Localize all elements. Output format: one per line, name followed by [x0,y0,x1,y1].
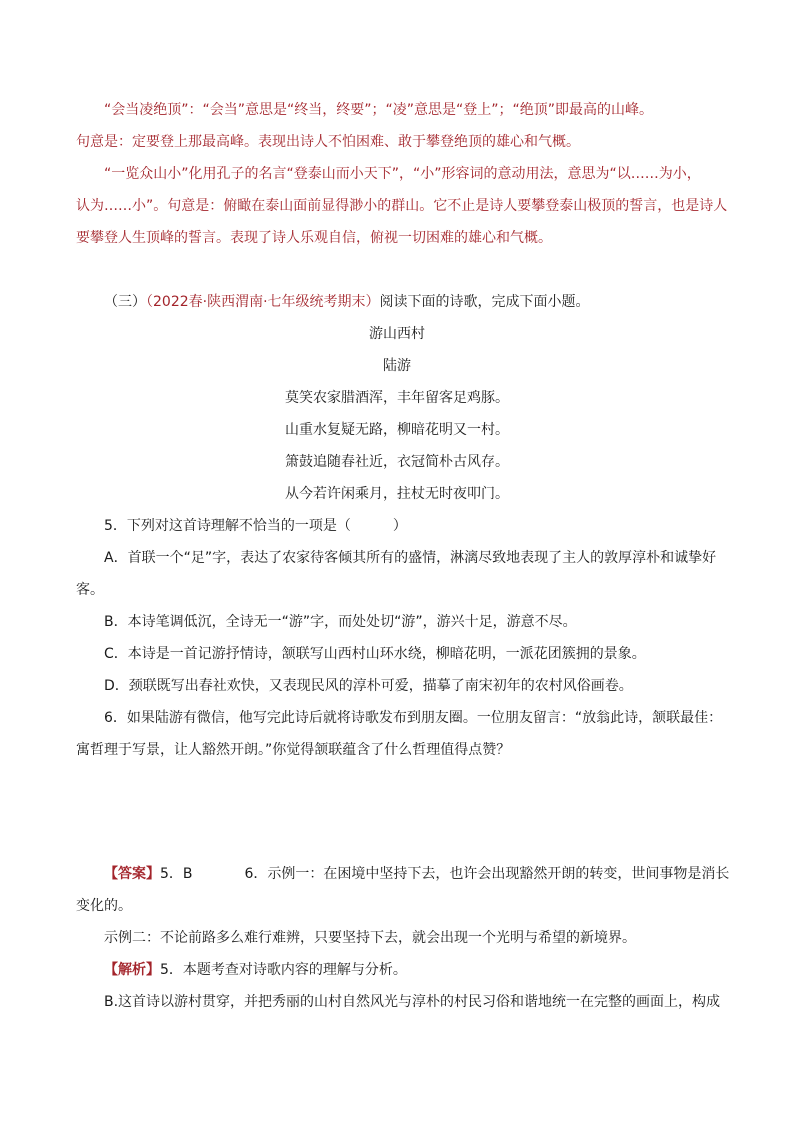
answer-example-2: 示例二：不论前路多么难行难辨，只要坚持下去，就会出现一个光明与希望的新境界。 [104,930,636,946]
question-stem: 5．下列对这首诗理解不恰当的一项是（ ） [104,518,407,534]
text-line: “一览众山小”化用孔子的名言“登泰山而小天下”，“小”形容词的意动用法，意思为“以……为小， [104,166,701,182]
answer-tag: 【答案】 [104,866,160,882]
section-number: （三） [104,294,146,310]
analysis-tag: 【解析】 [104,962,160,978]
answer-6-continued: 变化的。 [76,898,132,914]
question-5 [76,510,720,702]
section-heading [76,286,720,318]
option-c: C．本诗是一首记游抒情诗，颔联写山西村山环水绕，柳暗花明，一派花团簇拥的景象。 [104,646,646,662]
poem-line: 山重水复疑无路，柳暗花明又一村。 [285,422,509,438]
poem-title: 游山西村 [369,326,425,342]
question-stem-continued: 寓哲理于写景，让人豁然开朗。”你觉得颔联蕴含了什么哲理值得点赞？ [76,742,511,758]
poem-line: 从今若许闲乘月，拄杖无时夜叩门。 [285,486,509,502]
analysis-b: B.这首诗以游村贯穿，并把秀丽的山村自然风光与淳朴的村民习俗和谐地统一在完整的画面上，构成 [104,994,721,1010]
answer-5: 5．B [160,866,193,882]
option-b: B．本诗笔调低沉，全诗无一“游”字，而处处切“游”，游兴十足，游意不尽。 [104,614,577,630]
source-note: （2022春·陕西渭南·七年级统考期末） [146,294,380,310]
question-stem: 6．如果陆游有微信，他写完此诗后就将诗歌发布到朋友圈。一位朋友留言：“放翁此诗，颔联最佳： [104,710,723,726]
text-line: 认为……小”。句意是：俯瞰在泰山面前显得渺小的群山。它不止是诗人要攀登泰山极顶的誓言，也是诗人 [76,198,728,214]
text-line: 要攀登人生顶峰的誓言。表现了诗人乐观自信，俯视一切困难的雄心和气概。 [76,230,552,246]
poem-line: 箫鼓追随春社近，衣冠简朴古风存。 [285,454,509,470]
answer-block [76,858,730,954]
section-instruction: 阅读下面的诗歌，完成下面小题。 [379,294,590,310]
option-a-continued: 客。 [76,582,104,598]
analysis-intro: 5．本题考查对诗歌内容的理解与分析。 [160,962,407,978]
text-line: 句意是：定要登上那最高峰。表现出诗人不怕困难、敢于攀登绝顶的雄心和气概。 [76,134,580,150]
poem-line: 莫笑农家腊酒浑，丰年留客足鸡豚。 [285,390,509,406]
option-d: D．颈联既写出春社欢快，又表现民风的淳朴可爱，描摹了南宋初年的农村风俗画卷。 [104,678,633,694]
intro-paragraph-2 [76,158,728,254]
text-line: “会当凌绝顶”：“会当”意思是“终当，终要”；“凌”意思是“登上”；“绝顶”即最高的山峰。 [104,102,654,118]
option-a: A．首联一个“足”字，表达了农家待客倾其所有的盛情，淋漓尽致地表现了主人的敦厚淳朴和诚挚好 [104,550,717,566]
answer-6: 6．示例一：在困境中坚持下去，也许会出现豁然开朗的转变，世间事物是消长 [244,866,730,882]
intro-paragraph-1 [76,94,720,158]
question-6 [76,702,723,766]
analysis-block [76,954,720,1018]
poem-author: 陆游 [383,358,411,374]
